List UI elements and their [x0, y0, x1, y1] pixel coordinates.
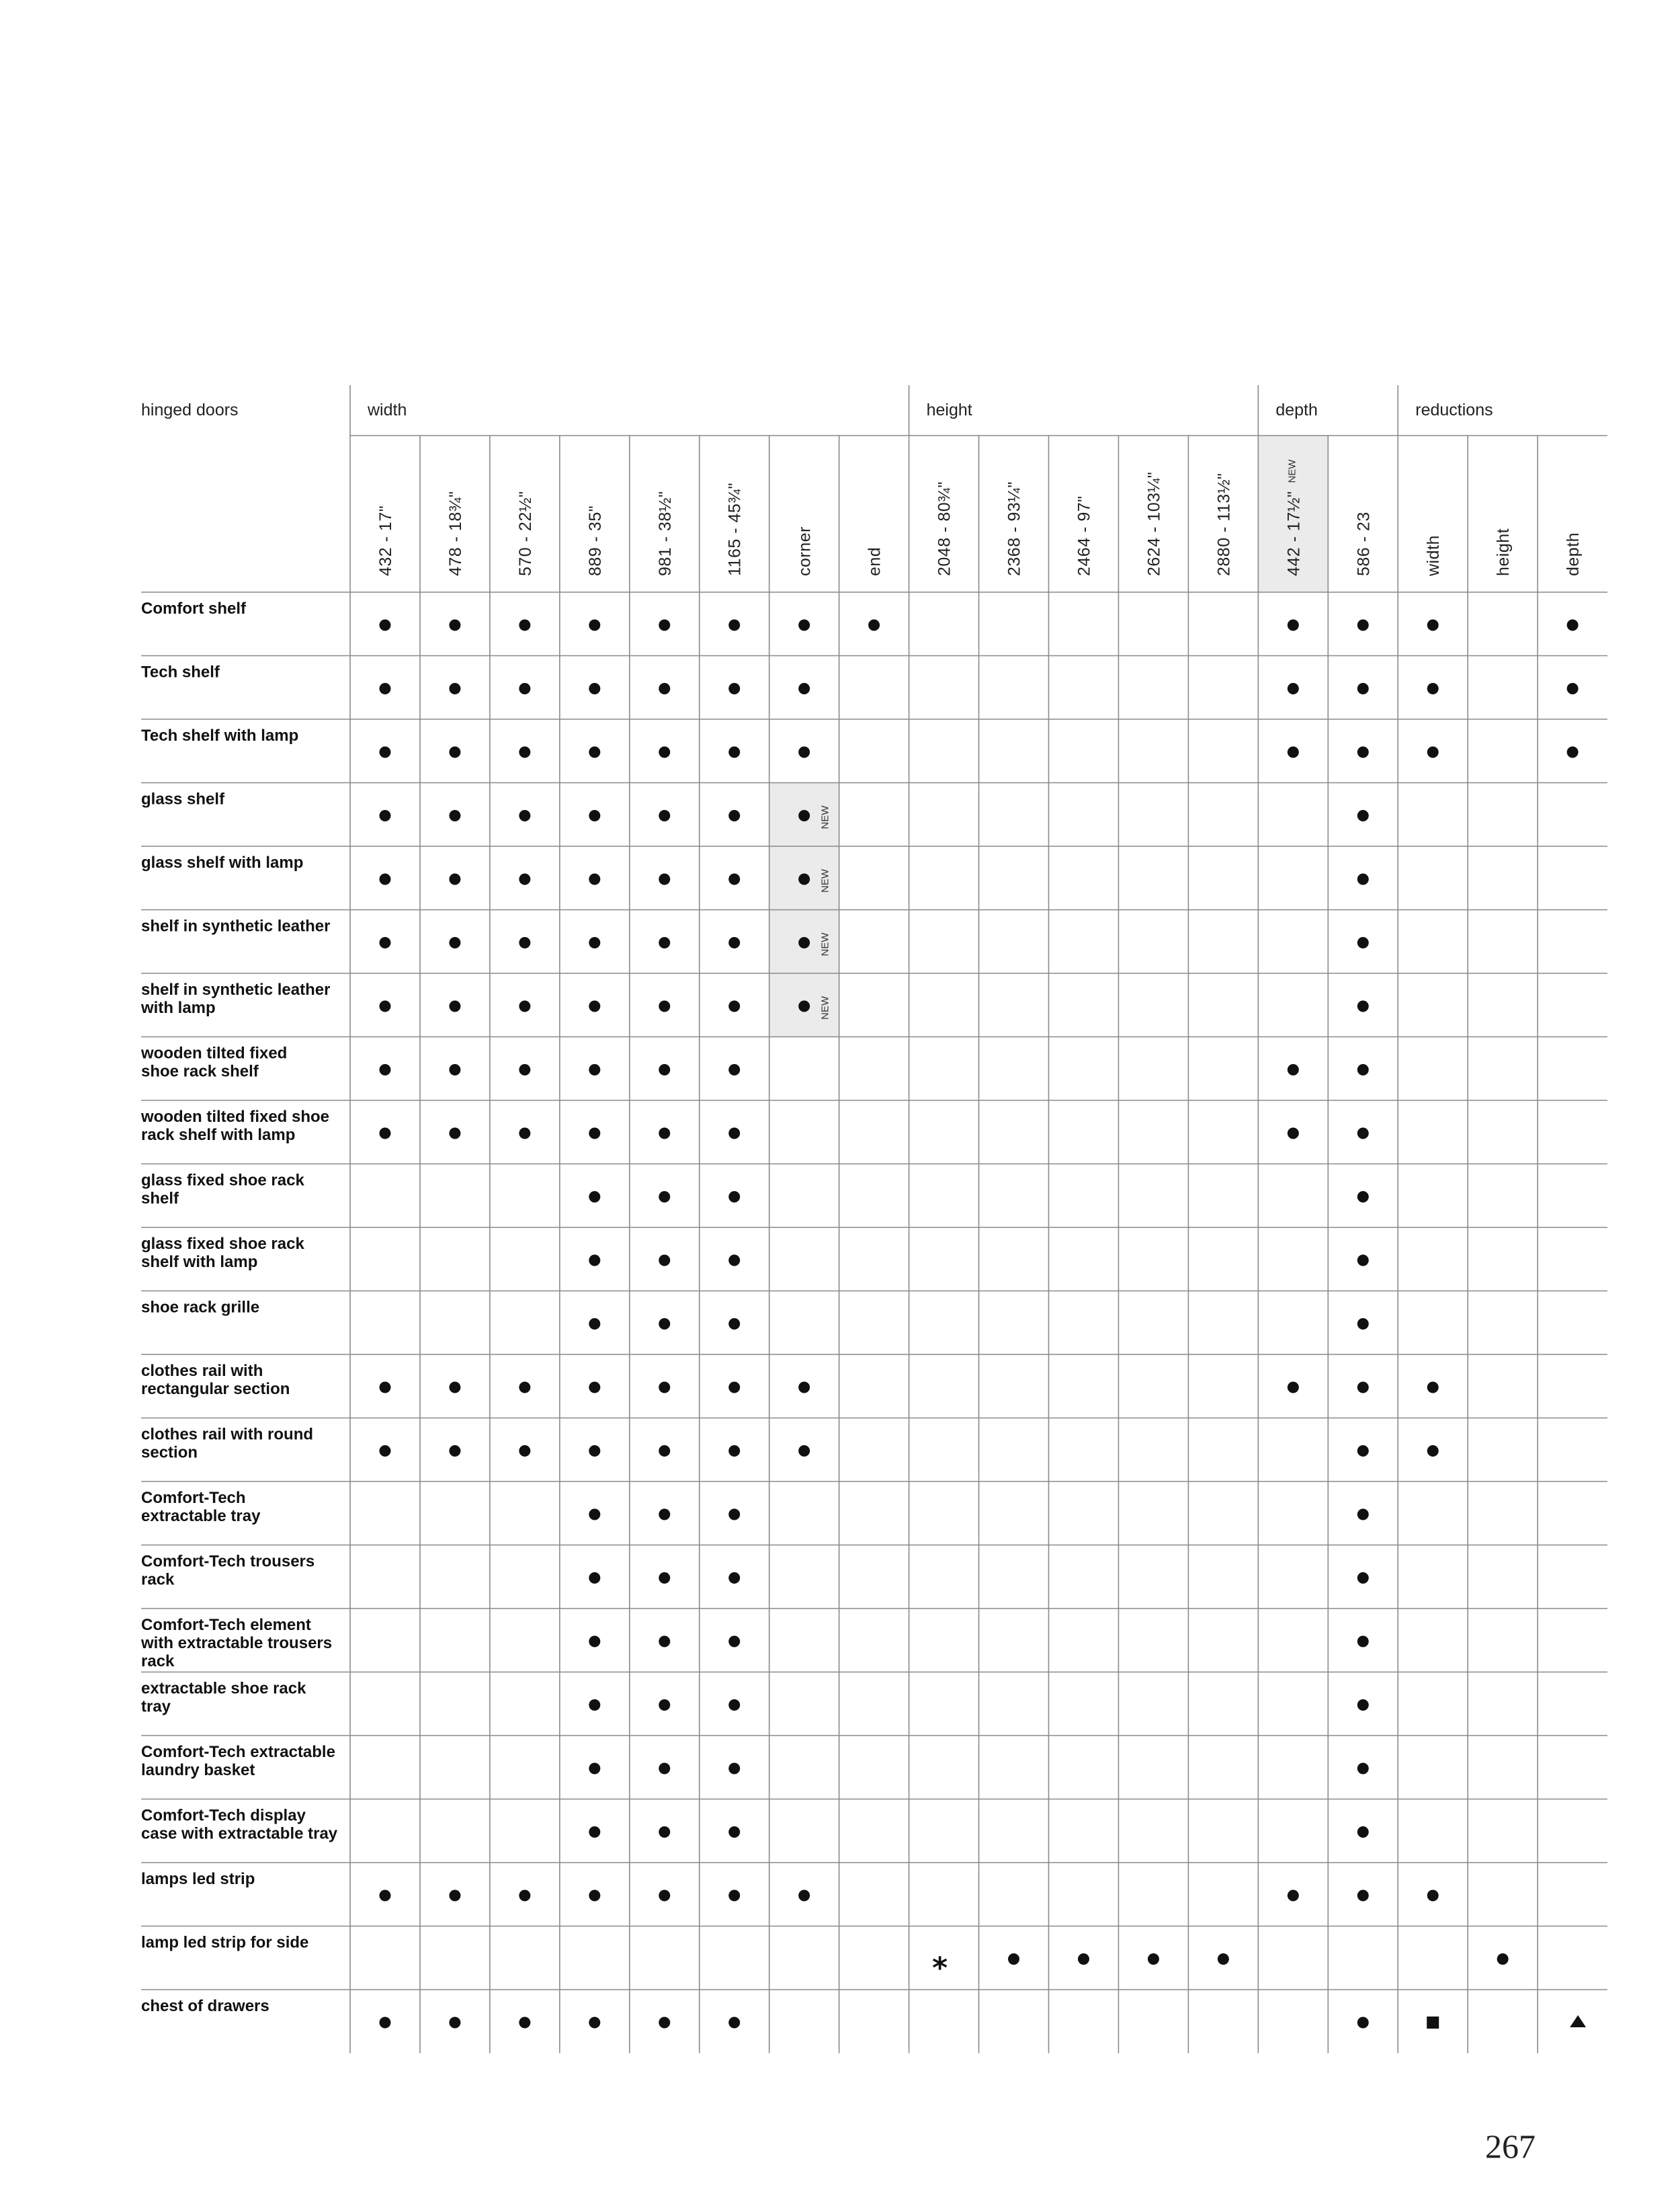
availability-dot	[659, 810, 670, 821]
row-label: clothes rail with rectangular section	[141, 1362, 290, 1398]
column-header: 981 - 38½"	[655, 491, 675, 576]
availability-dot	[1357, 1064, 1369, 1075]
row-label: Comfort-Tech display case with extractable tray	[141, 1806, 338, 1843]
availability-dot	[589, 1001, 600, 1012]
availability-dot	[728, 1318, 740, 1330]
availability-dot	[798, 937, 810, 948]
availability-dot	[659, 1255, 670, 1266]
availability-dot	[1357, 1318, 1369, 1330]
availability-dot	[659, 937, 670, 948]
group-header: height	[926, 401, 972, 419]
availability-dot	[589, 1890, 600, 1902]
availability-dot	[1288, 1128, 1299, 1139]
availability-dot	[659, 1382, 670, 1393]
column-header: 2368 - 93¼"	[1005, 481, 1024, 576]
row-label: Tech shelf	[141, 663, 220, 682]
availability-dot	[1288, 1382, 1299, 1393]
availability-dot	[659, 1763, 670, 1775]
row-label: Comfort-Tech element with extractable trousers rack	[141, 1616, 333, 1670]
availability-dot	[798, 683, 810, 694]
availability-dot	[379, 1890, 390, 1902]
availability-dot	[449, 937, 460, 948]
availability-dot	[868, 620, 880, 631]
availability-dot	[728, 1699, 740, 1711]
availability-dot	[449, 683, 460, 694]
availability-dot	[379, 747, 390, 758]
column-header: 2624 - 103¼"	[1144, 471, 1164, 576]
availability-dot	[1288, 683, 1299, 694]
availability-dot	[519, 810, 530, 821]
availability-dot	[589, 1445, 600, 1457]
column-header: 2464 - 97"	[1075, 495, 1094, 576]
availability-dot	[728, 1445, 740, 1457]
new-tag: NEW	[819, 805, 831, 829]
availability-dot	[659, 874, 670, 885]
availability-dot	[519, 1890, 530, 1902]
row-label: Tech shelf with lamp	[141, 727, 299, 745]
availability-dot	[449, 874, 460, 885]
availability-dot	[449, 1001, 460, 1012]
availability-dot	[728, 1826, 740, 1838]
availability-dot	[659, 2017, 670, 2029]
availability-dot	[659, 1191, 670, 1203]
column-header: 1165 - 45¾"	[725, 482, 745, 576]
availability-dot	[589, 1826, 600, 1838]
column-header: 2880 - 113½"	[1214, 473, 1234, 576]
row-label: shoe rack grille	[141, 1298, 260, 1317]
availability-dot	[589, 1128, 600, 1139]
page-number: 267	[1485, 2127, 1536, 2165]
availability-dot	[798, 1001, 810, 1012]
availability-dot	[728, 1636, 740, 1647]
new-tag: NEW	[819, 996, 831, 1020]
availability-dot	[798, 874, 810, 885]
square-mark	[1427, 2017, 1439, 2029]
availability-dot	[589, 1064, 600, 1075]
asterisk-mark: *	[932, 1951, 948, 1986]
availability-dot	[798, 1445, 810, 1457]
availability-dot	[728, 1509, 740, 1520]
availability-dot	[728, 1001, 740, 1012]
availability-dot	[1218, 1953, 1229, 1965]
availability-dot	[1357, 1191, 1369, 1203]
availability-dot	[798, 1382, 810, 1393]
row-label: Comfort shelf	[141, 600, 246, 618]
row-label: lamps led strip	[141, 1870, 255, 1888]
availability-dot	[379, 1064, 390, 1075]
availability-dot	[1288, 747, 1299, 758]
availability-dot	[728, 1128, 740, 1139]
availability-dot	[659, 1636, 670, 1647]
column-header: 478 - 18¾"	[446, 491, 465, 576]
column-header: 889 - 35"	[585, 505, 605, 576]
row-label: shelf in synthetic leather	[141, 917, 331, 936]
availability-dot	[1427, 620, 1439, 631]
availability-dot	[519, 1128, 530, 1139]
availability-dot	[589, 1191, 600, 1203]
availability-dot	[1357, 1572, 1369, 1584]
availability-dot	[379, 874, 390, 885]
row-label: glass shelf	[141, 790, 225, 809]
availability-dot	[589, 1382, 600, 1393]
availability-dot	[449, 1382, 460, 1393]
availability-dot	[519, 937, 530, 948]
availability-dot	[1357, 1890, 1369, 1902]
availability-dot	[379, 683, 390, 694]
column-header: height	[1494, 528, 1513, 576]
availability-dot	[659, 1001, 670, 1012]
availability-dot	[449, 810, 460, 821]
availability-dot	[1357, 1699, 1369, 1711]
availability-dot	[659, 1826, 670, 1838]
availability-dot	[798, 1890, 810, 1902]
availability-dot	[589, 1699, 600, 1711]
availability-dot	[449, 1445, 460, 1457]
availability-dot	[728, 1890, 740, 1902]
row-label: wooden tilted fixed shoe rack shelf	[141, 1044, 288, 1081]
availability-dot	[379, 1382, 390, 1393]
availability-dot	[1357, 1128, 1369, 1139]
availability-dot	[659, 1128, 670, 1139]
availability-dot	[728, 747, 740, 758]
availability-dot	[1357, 874, 1369, 885]
availability-dot	[798, 620, 810, 631]
row-label: shelf in synthetic leather with lamp	[141, 981, 331, 1017]
availability-dot	[659, 1445, 670, 1457]
availability-dot	[1357, 1382, 1369, 1393]
availability-dot	[519, 2017, 530, 2029]
row-label: Comfort-Tech extractable laundry basket	[141, 1743, 335, 1779]
availability-dot	[589, 810, 600, 821]
column-header: 570 - 22½"	[515, 491, 535, 576]
availability-dot	[728, 1382, 740, 1393]
availability-dot	[1427, 1445, 1439, 1457]
availability-dot	[589, 683, 600, 694]
triangle-mark	[1570, 2015, 1586, 2027]
group-header: width	[368, 401, 407, 419]
availability-dot	[519, 1001, 530, 1012]
availability-dot	[659, 1064, 670, 1075]
availability-dot	[1567, 620, 1579, 631]
availability-dot	[1357, 810, 1369, 821]
column-header: 586 - 23	[1354, 512, 1374, 576]
availability-dot	[379, 2017, 390, 2029]
availability-dot	[1357, 1763, 1369, 1775]
availability-dot	[1357, 683, 1369, 694]
availability-dot	[728, 937, 740, 948]
availability-dot	[798, 747, 810, 758]
column-header: depth	[1564, 532, 1583, 576]
new-tag: NEW	[1286, 459, 1298, 483]
availability-dot	[1567, 747, 1579, 758]
availability-dot	[1427, 747, 1439, 758]
availability-dot	[449, 1064, 460, 1075]
availability-dot	[589, 747, 600, 758]
availability-dot	[449, 2017, 460, 2029]
availability-dot	[728, 1763, 740, 1775]
availability-dot	[379, 620, 390, 631]
availability-dot	[589, 1509, 600, 1520]
column-header: 442 - 17½"	[1284, 491, 1304, 576]
availability-dot	[1357, 1445, 1369, 1457]
availability-dot	[449, 1128, 460, 1139]
group-header: depth	[1275, 401, 1318, 419]
availability-dot	[659, 747, 670, 758]
availability-dot	[449, 620, 460, 631]
availability-dot	[659, 1699, 670, 1711]
availability-dot	[589, 1318, 600, 1330]
availability-dot	[589, 620, 600, 631]
availability-dot	[1008, 1953, 1019, 1965]
availability-dot	[728, 1191, 740, 1203]
availability-dot	[1357, 937, 1369, 948]
availability-dot	[659, 683, 670, 694]
availability-dot	[1357, 2017, 1369, 2029]
column-header: corner	[795, 526, 814, 576]
availability-dot	[1357, 1636, 1369, 1647]
availability-dot	[1078, 1953, 1089, 1965]
availability-dot	[1427, 1382, 1439, 1393]
availability-dot	[728, 810, 740, 821]
availability-dot	[449, 747, 460, 758]
table-title: hinged doors	[141, 401, 239, 419]
availability-dot	[728, 620, 740, 631]
availability-dot	[589, 1636, 600, 1647]
availability-dot	[379, 1001, 390, 1012]
availability-dot	[589, 1763, 600, 1775]
row-label: clothes rail with round section	[141, 1425, 314, 1462]
availability-dot	[798, 810, 810, 821]
row-label: extractable shoe rack tray	[141, 1679, 306, 1716]
availability-dot	[1497, 1953, 1509, 1965]
column-header: 2048 - 80¾"	[935, 481, 954, 576]
row-label: wooden tilted fixed shoe rack shelf with lamp	[141, 1108, 330, 1144]
availability-dot	[728, 1255, 740, 1266]
column-header: 432 - 17"	[376, 505, 395, 576]
row-label: glass fixed shoe rack shelf with lamp	[141, 1235, 304, 1271]
availability-dot	[1288, 620, 1299, 631]
row-label: lamp led strip for side	[141, 1933, 309, 1952]
availability-dot	[379, 1445, 390, 1457]
availability-dot	[659, 1318, 670, 1330]
availability-dot	[519, 683, 530, 694]
availability-dot	[728, 2017, 740, 2029]
group-header: reductions	[1415, 401, 1493, 419]
availability-dot	[1357, 1826, 1369, 1838]
availability-dot	[1288, 1064, 1299, 1075]
availability-dot	[379, 937, 390, 948]
availability-dot	[659, 1509, 670, 1520]
availability-dot	[1357, 1001, 1369, 1012]
availability-dot	[589, 2017, 600, 2029]
row-label: Comfort-Tech extractable tray	[141, 1489, 261, 1525]
new-tag: NEW	[819, 869, 831, 893]
row-label: chest of drawers	[141, 1997, 269, 2015]
availability-dot	[659, 620, 670, 631]
availability-dot	[1148, 1953, 1159, 1965]
availability-dot	[519, 1064, 530, 1075]
availability-dot	[659, 1890, 670, 1902]
availability-dot	[1357, 620, 1369, 631]
availability-dot	[1357, 1255, 1369, 1266]
availability-dot	[1357, 1509, 1369, 1520]
availability-dot	[728, 683, 740, 694]
column-header: width	[1424, 535, 1443, 576]
availability-dot	[1288, 1890, 1299, 1902]
availability-dot	[379, 810, 390, 821]
availability-dot	[728, 874, 740, 885]
availability-dot	[1427, 683, 1439, 694]
availability-dot	[1567, 683, 1579, 694]
availability-dot	[659, 1572, 670, 1584]
availability-dot	[519, 1445, 530, 1457]
row-label: glass shelf with lamp	[141, 854, 304, 872]
availability-dot	[379, 1128, 390, 1139]
row-label: Comfort-Tech trousers rack	[141, 1552, 315, 1589]
new-tag: NEW	[819, 932, 831, 956]
availability-dot	[1357, 747, 1369, 758]
availability-dot	[728, 1572, 740, 1584]
row-label: glass fixed shoe rack shelf	[141, 1171, 304, 1208]
availability-dot	[519, 620, 530, 631]
availability-dot	[519, 1382, 530, 1393]
availability-dot	[589, 874, 600, 885]
column-header: end	[865, 546, 884, 576]
availability-dot	[589, 1572, 600, 1584]
availability-dot	[589, 937, 600, 948]
availability-dot	[589, 1255, 600, 1266]
availability-dot	[728, 1064, 740, 1075]
availability-dot	[449, 1890, 460, 1902]
availability-dot	[1427, 1890, 1439, 1902]
availability-dot	[519, 747, 530, 758]
availability-dot	[519, 874, 530, 885]
